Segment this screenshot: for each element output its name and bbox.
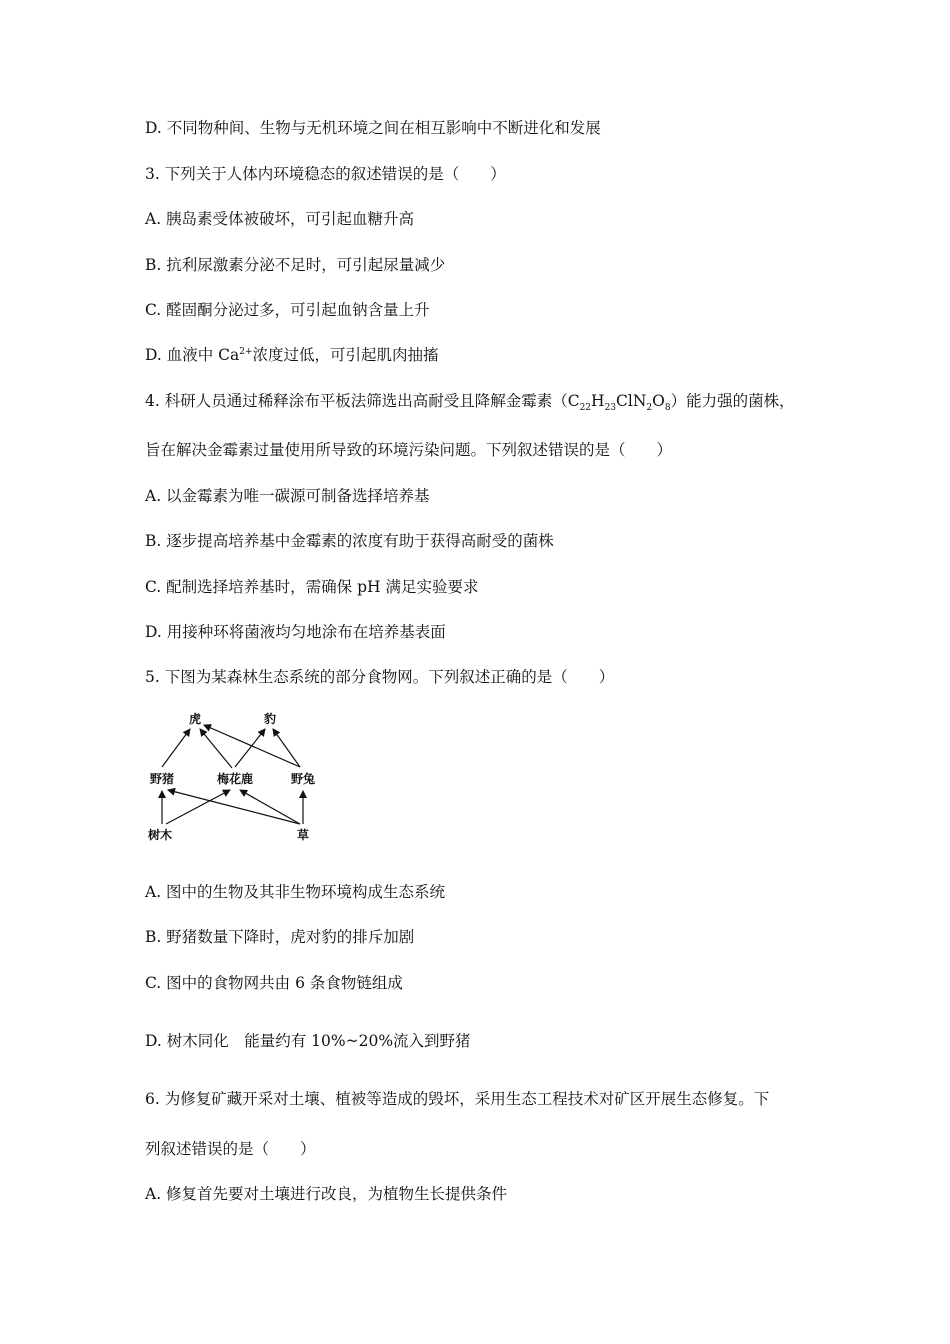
q5-option-a: A. 图中的生物及其非生物环境构成生态系统 (145, 883, 446, 901)
arrow-tree-to-deer (166, 790, 230, 824)
q2-option-d: D. 不同物种间、生物与无机环境之间在相互影响中不断进化和发展 (145, 119, 601, 137)
q3-option-a: A. 胰岛素受体被破坏，可引起血糖升高 (145, 210, 415, 228)
q4-option-d: D. 用接种环将菌液均匀地涂布在培养基表面 (145, 623, 446, 641)
q6-stem-line2: 列叙述错误的是（ ） (145, 1140, 316, 1158)
arrow-boar-to-tiger (162, 729, 190, 767)
node-leopard: 豹 (263, 712, 277, 726)
q4-stem-line1: 4. 科研人员通过稀释涂布平板法筛选出高耐受且降解金霉素$(C_{22}H_{23}ClN_2O_8)$能力强的菌株， (145, 392, 795, 414)
arrow-deer-to-leopard (235, 729, 265, 767)
node-grass: 草 (296, 828, 310, 842)
q4-option-a: A. 以金霉素为唯一碳源可制备选择培养基 (145, 487, 430, 505)
q3-option-d: D. 血液中 $Ca^{2+}$浓度过低，可引起肌肉抽搐 (145, 346, 439, 364)
node-tree: 树木 (147, 828, 173, 842)
q3-stem: 3. 下列关于人体内环境稳态的叙述错误的是（ ） (145, 165, 506, 183)
arrow-grass-to-deer (240, 790, 300, 824)
food-web-diagram (140, 705, 330, 850)
node-hare: 野兔 (290, 772, 316, 786)
node-tiger: 虎 (188, 712, 202, 726)
q6-option-a: A. 修复首先要对土壤进行改良，为植物生长提供条件 (145, 1185, 508, 1203)
q5-option-d: D. 树木同化 能量约有 10%~20%流入到野猪 (145, 1032, 471, 1050)
q5-option-c: C. 图中的食物网共由 6 条食物链组成 (145, 974, 403, 992)
q4-option-b: B. 逐步提高培养基中金霉素的浓度有助于获得高耐受的菌株 (145, 532, 554, 550)
q4-option-c: C. 配制选择培养基时，需确保 pH 满足实验要求 (145, 578, 479, 596)
q5-option-b: B. 野猪数量下降时，虎对豹的排斥加剧 (145, 928, 415, 946)
node-boar: 野猪 (149, 772, 175, 786)
q3-option-c: C. 醛固酮分泌过多，可引起血钠含量上升 (145, 301, 430, 319)
q5-stem: 5. 下图为某森林生态系统的部分食物网。下列叙述正确的是（ ） (145, 668, 615, 686)
q3-option-b: B. 抗利尿激素分泌不足时，可引起尿量减少 (145, 256, 446, 274)
q4-stem-line2: 旨在解决金霉素过量使用所导致的环境污染问题。下列叙述错误的是（ ） (145, 441, 673, 459)
arrow-grass-to-boar (168, 790, 300, 824)
q6-stem-line1: 6. 为修复矿藏开采对土壤、植被等造成的毁坏，采用生态工程技术对矿区开展生态修复。下 (145, 1090, 770, 1108)
node-deer: 梅花鹿 (216, 772, 254, 786)
